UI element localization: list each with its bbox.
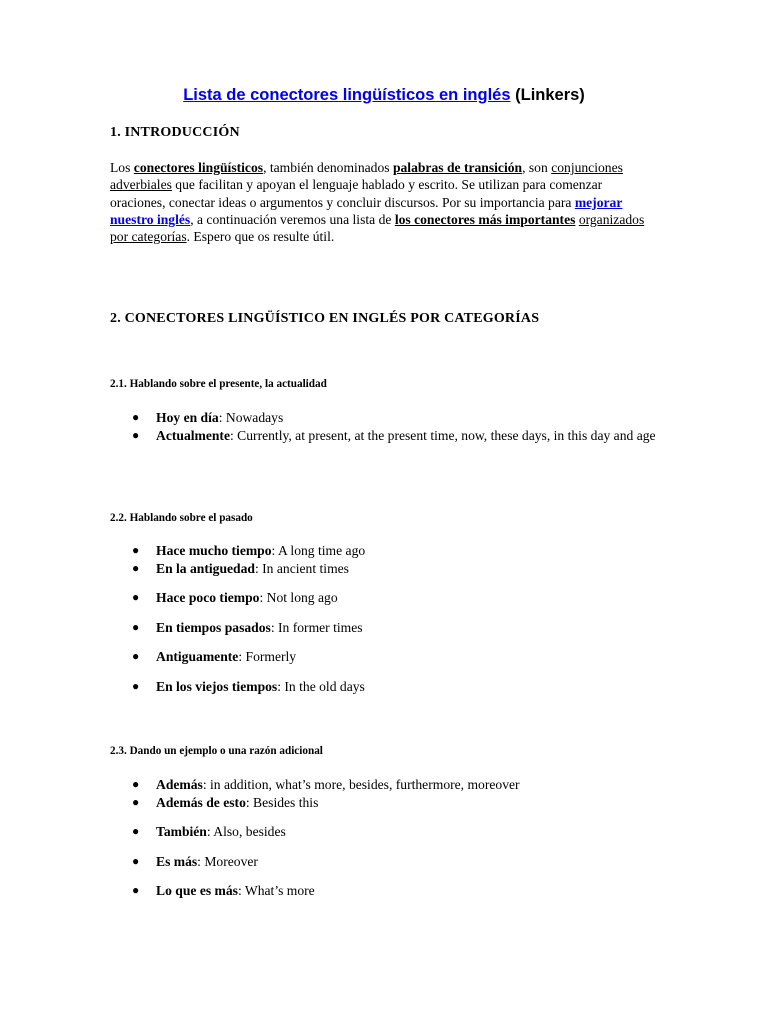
intro-term-transition-words: palabras de transición bbox=[392, 160, 523, 175]
item-definition: : Not long ago bbox=[259, 590, 338, 605]
list-item bbox=[130, 560, 660, 578]
bullet-icon: ● bbox=[132, 794, 140, 809]
intro-term-by-category: organizados por categorías bbox=[110, 211, 645, 245]
intro-term-important-connectors: los conectores más importantes bbox=[394, 211, 576, 227]
item-term: En tiempos pasados bbox=[156, 619, 271, 635]
bullet-icon: ● bbox=[132, 619, 140, 634]
item-definition: : What’s more bbox=[237, 883, 315, 898]
item-definition: : Nowadays bbox=[218, 410, 284, 425]
intro-term-adverbial-conjunctions: conjunciones adverbiales bbox=[110, 160, 623, 193]
title-link[interactable]: Lista de conectores lingüísticos en inglés bbox=[183, 86, 511, 104]
intro-paragraph bbox=[110, 159, 660, 245]
title-suffix: (Linkers) bbox=[510, 86, 585, 104]
bullet-icon: ● bbox=[132, 410, 140, 424]
item-term: Actualmente bbox=[156, 427, 230, 443]
list-item bbox=[130, 648, 660, 666]
item-definition: : In former times bbox=[270, 619, 363, 635]
item-term: Antiguamente bbox=[156, 649, 239, 664]
intro-text-2: , también denominados bbox=[263, 160, 393, 175]
list-item bbox=[130, 542, 660, 560]
item-definition: : in addition, what’s more, besides, furthermore, moreover bbox=[202, 777, 520, 792]
list-item bbox=[130, 823, 660, 841]
bullet-icon: ● bbox=[132, 543, 140, 557]
list-additional-reason bbox=[130, 776, 660, 900]
list-item bbox=[130, 589, 660, 607]
bullet-icon: ● bbox=[132, 777, 140, 791]
list-present bbox=[130, 409, 660, 444]
item-term: Hoy en día bbox=[156, 410, 219, 425]
bullet-icon: ● bbox=[132, 678, 140, 693]
list-item bbox=[130, 882, 660, 900]
intro-text-3: , son bbox=[522, 160, 552, 175]
item-definition: : In the old days bbox=[277, 678, 365, 694]
item-definition: : Moreover bbox=[197, 853, 258, 869]
list-past bbox=[130, 542, 660, 695]
item-term: También bbox=[156, 824, 207, 839]
bullet-icon: ● bbox=[132, 590, 140, 604]
item-definition: : Also, besides bbox=[206, 824, 286, 839]
bullet-icon: ● bbox=[132, 649, 140, 663]
item-term: Lo que es más bbox=[156, 883, 238, 898]
item-definition: : In ancient times bbox=[254, 560, 349, 576]
improve-english-link[interactable]: mejorar nuestro inglés bbox=[110, 194, 623, 227]
item-term: En la antiguedad bbox=[156, 560, 255, 576]
item-definition: : Formerly bbox=[238, 649, 297, 664]
bullet-icon: ● bbox=[132, 427, 140, 442]
list-item bbox=[130, 619, 660, 637]
list-item bbox=[130, 427, 660, 445]
intro-text-7: . Espero que os resulte útil. bbox=[186, 229, 335, 245]
subsection-2-3-heading: 2.3. Dando un ejemplo o una razón adicional bbox=[110, 745, 323, 757]
bullet-icon: ● bbox=[132, 853, 140, 868]
item-term: En los viejos tiempos bbox=[156, 678, 278, 694]
item-term: Es más bbox=[156, 853, 198, 869]
document-title bbox=[0, 86, 768, 105]
bullet-icon: ● bbox=[132, 883, 140, 897]
bullet-icon: ● bbox=[132, 824, 140, 838]
item-term: Además de esto bbox=[156, 794, 246, 810]
intro-text-4: que facilitan y apoyan el lenguaje hablado y escrito. Se utilizan para comenzar oraciones, conectar ideas o argumentos y concluir discursos. Por su importancia para bbox=[110, 177, 603, 210]
list-item bbox=[130, 678, 660, 696]
intro-text-1: Los bbox=[110, 160, 134, 175]
subsection-2-1-heading: 2.1. Hablando sobre el presente, la actualidad bbox=[110, 378, 327, 390]
list-item bbox=[130, 794, 660, 812]
bullet-icon: ● bbox=[132, 560, 140, 575]
subsection-2-2-heading: 2.2. Hablando sobre el pasado bbox=[110, 512, 253, 524]
item-definition: : Besides this bbox=[245, 794, 319, 810]
list-item bbox=[130, 853, 660, 871]
list-item bbox=[130, 776, 660, 794]
section-2-heading: 2. CONECTORES LINGÜÍSTICO EN INGLÉS POR CATEGORÍAS bbox=[110, 311, 540, 326]
intro-text-5: , a continuación veremos una lista de bbox=[190, 211, 395, 227]
item-term: Hace poco tiempo bbox=[156, 590, 260, 605]
item-term: Además bbox=[156, 777, 203, 792]
intro-term-connectors: conectores lingüísticos bbox=[133, 160, 264, 175]
list-item bbox=[130, 409, 660, 427]
item-definition: : Currently, at present, at the present time, now, these days, in this day and age bbox=[230, 427, 656, 443]
item-term: Hace mucho tiempo bbox=[156, 543, 272, 558]
section-1-heading: 1. INTRODUCCIÓN bbox=[110, 125, 240, 140]
item-definition: : A long time ago bbox=[271, 543, 366, 558]
